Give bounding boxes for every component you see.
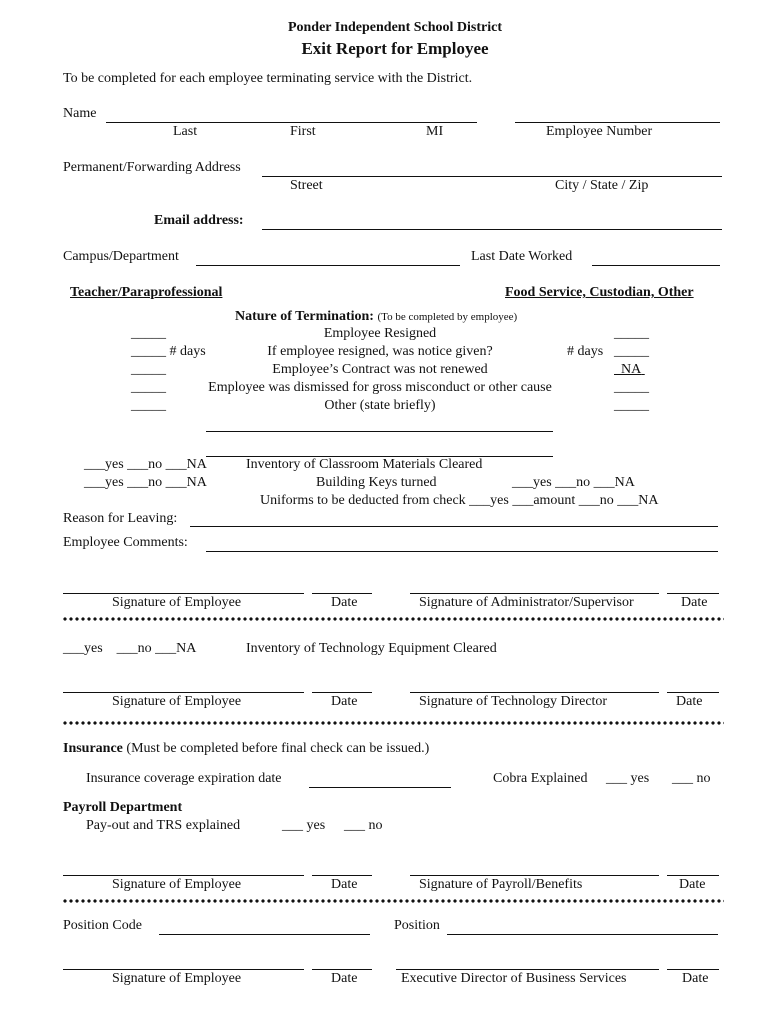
email-field[interactable] bbox=[262, 229, 722, 230]
last-date-label: Last Date Worked bbox=[471, 249, 573, 264]
director-caption: Executive Director of Business Services bbox=[401, 971, 627, 986]
city-caption: City / State / Zip bbox=[555, 178, 649, 193]
comments-label: Employee Comments: bbox=[63, 535, 188, 550]
not-renewed-blank-left[interactable]: _____ bbox=[131, 362, 166, 377]
na-text: NA bbox=[621, 362, 642, 377]
other-blank-right[interactable]: _____ bbox=[614, 398, 649, 413]
option-not-renewed: Employee’s Contract was not renewed bbox=[272, 362, 488, 377]
employee-number-field[interactable] bbox=[515, 122, 720, 123]
classroom-choices[interactable]: ___yes ___no ___NA bbox=[84, 457, 207, 472]
tech-employee-signature-line[interactable] bbox=[63, 692, 304, 693]
payroll-title: Payroll Department bbox=[63, 800, 183, 815]
reason-label: Reason for Leaving: bbox=[63, 511, 178, 526]
payroll-employee-date-caption: Date bbox=[331, 877, 358, 892]
employee-number-caption: Employee Number bbox=[546, 124, 653, 139]
position-code-field[interactable] bbox=[159, 934, 370, 935]
final-employee-caption: Signature of Employee bbox=[112, 971, 242, 986]
notice-days-right-label: # days bbox=[567, 344, 604, 359]
payroll-benefits-date-caption: Date bbox=[679, 877, 706, 892]
section-divider bbox=[62, 721, 724, 725]
form-title: Exit Report for Employee bbox=[301, 39, 489, 58]
option-resigned: Employee Resigned bbox=[323, 326, 437, 341]
admin-date-caption: Date bbox=[681, 595, 708, 610]
section-divider bbox=[62, 899, 724, 903]
admin-signature-caption: Signature of Administrator/Supervisor bbox=[419, 595, 634, 610]
reason-field[interactable] bbox=[190, 526, 718, 527]
tech-director-caption: Signature of Technology Director bbox=[419, 694, 608, 709]
name-label: Name bbox=[63, 106, 97, 121]
tech-employee-date-line[interactable] bbox=[312, 692, 372, 693]
employee-signature-line[interactable] bbox=[63, 593, 304, 594]
coverage-field[interactable] bbox=[309, 787, 451, 788]
employee-date-caption: Date bbox=[331, 595, 358, 610]
position-label: Position bbox=[394, 918, 440, 933]
payout-yes[interactable]: ___ yes bbox=[282, 818, 326, 833]
payout-label: Pay-out and TRS explained bbox=[86, 818, 241, 833]
keys-label: Building Keys turned bbox=[316, 475, 437, 490]
tech-employee-caption: Signature of Employee bbox=[112, 694, 242, 709]
district-name: Ponder Independent School District bbox=[287, 20, 503, 35]
email-label: Email address: bbox=[154, 213, 244, 228]
not-renewed-na[interactable] bbox=[614, 362, 645, 378]
director-date-line[interactable] bbox=[667, 969, 719, 970]
employee-signature-caption: Signature of Employee bbox=[112, 595, 242, 610]
uniforms-row[interactable]: Uniforms to be deducted from check ___yes ___amount ___no ___NA bbox=[260, 493, 659, 508]
option-other: Other (state briefly) bbox=[324, 398, 436, 413]
termination-heading bbox=[235, 309, 517, 325]
campus-label: Campus/Department bbox=[63, 249, 179, 264]
dismissed-blank-left[interactable]: _____ bbox=[131, 380, 166, 395]
other-explanation-line-1[interactable] bbox=[206, 431, 553, 432]
insurance-title: Insurance bbox=[63, 741, 123, 756]
comments-field[interactable] bbox=[206, 551, 718, 552]
campus-field[interactable] bbox=[196, 265, 460, 266]
payroll-employee-caption: Signature of Employee bbox=[112, 877, 242, 892]
keys-right-choices[interactable]: ___yes ___no ___NA bbox=[512, 475, 635, 490]
tech-director-date-line[interactable] bbox=[667, 692, 719, 693]
payout-no[interactable]: ___ no bbox=[344, 818, 383, 833]
classroom-label: Inventory of Classroom Materials Cleared bbox=[246, 457, 483, 472]
intro-text: To be completed for each employee terminating service with the District. bbox=[63, 71, 473, 86]
notice-days-left[interactable]: _____ # days bbox=[131, 344, 206, 359]
tech-employee-date-caption: Date bbox=[331, 694, 358, 709]
admin-signature-line[interactable] bbox=[410, 593, 659, 594]
name-field[interactable] bbox=[106, 122, 477, 123]
dismissed-blank-right[interactable]: _____ bbox=[614, 380, 649, 395]
final-employee-date-caption: Date bbox=[331, 971, 358, 986]
address-label: Permanent/Forwarding Address bbox=[63, 160, 241, 175]
last-date-field[interactable] bbox=[592, 265, 720, 266]
tech-label: Inventory of Technology Equipment Cleared bbox=[246, 641, 497, 656]
teacher-heading: Teacher/Paraprofessional bbox=[70, 285, 223, 300]
resigned-blank-left[interactable]: _____ bbox=[131, 326, 166, 341]
payroll-benefits-caption: Signature of Payroll/Benefits bbox=[419, 877, 583, 892]
other-blank-left[interactable]: _____ bbox=[131, 398, 166, 413]
tech-director-date-caption: Date bbox=[676, 694, 703, 709]
option-notice: If employee resigned, was notice given? bbox=[267, 344, 493, 359]
last-caption: Last bbox=[173, 124, 198, 139]
notice-days-right-blank[interactable]: _____ bbox=[614, 344, 649, 359]
final-employee-signature-line[interactable] bbox=[63, 969, 304, 970]
option-dismissed: Employee was dismissed for gross misconduct or other cause bbox=[208, 380, 552, 395]
mi-caption: MI bbox=[426, 124, 444, 139]
cobra-yes[interactable]: ___ yes bbox=[606, 771, 650, 786]
cobra-label: Cobra Explained bbox=[493, 771, 588, 786]
keys-choices[interactable]: ___yes ___no ___NA bbox=[84, 475, 207, 490]
employee-date-line[interactable] bbox=[312, 593, 372, 594]
payroll-benefits-date-line[interactable] bbox=[667, 875, 719, 876]
position-code-label: Position Code bbox=[63, 918, 142, 933]
position-field[interactable] bbox=[447, 934, 718, 935]
admin-date-line[interactable] bbox=[667, 593, 719, 594]
section-divider bbox=[62, 617, 724, 621]
insurance-note: (Must be completed before final check can be issued.) bbox=[126, 741, 430, 756]
cobra-no[interactable]: ___ no bbox=[672, 771, 711, 786]
termination-title: Nature of Termination: bbox=[235, 309, 374, 324]
first-caption: First bbox=[290, 124, 316, 139]
tech-choices[interactable]: ___yes ___no ___NA bbox=[63, 641, 197, 656]
tech-director-signature-line[interactable] bbox=[410, 692, 659, 693]
address-field[interactable] bbox=[262, 176, 722, 177]
coverage-label: Insurance coverage expiration date bbox=[86, 771, 282, 786]
insurance-heading bbox=[63, 741, 429, 757]
payroll-employee-date-line[interactable] bbox=[312, 875, 372, 876]
final-employee-date-line[interactable] bbox=[312, 969, 372, 970]
food-service-heading: Food Service, Custodian, Other bbox=[505, 285, 694, 300]
resigned-blank-right[interactable]: _____ bbox=[614, 326, 649, 341]
payroll-employee-signature-line[interactable] bbox=[63, 875, 304, 876]
street-caption: Street bbox=[290, 178, 323, 193]
termination-note: (To be completed by employee) bbox=[377, 311, 518, 323]
director-date-caption: Date bbox=[682, 971, 709, 986]
payroll-benefits-signature-line[interactable] bbox=[410, 875, 659, 876]
director-signature-line[interactable] bbox=[396, 969, 659, 970]
